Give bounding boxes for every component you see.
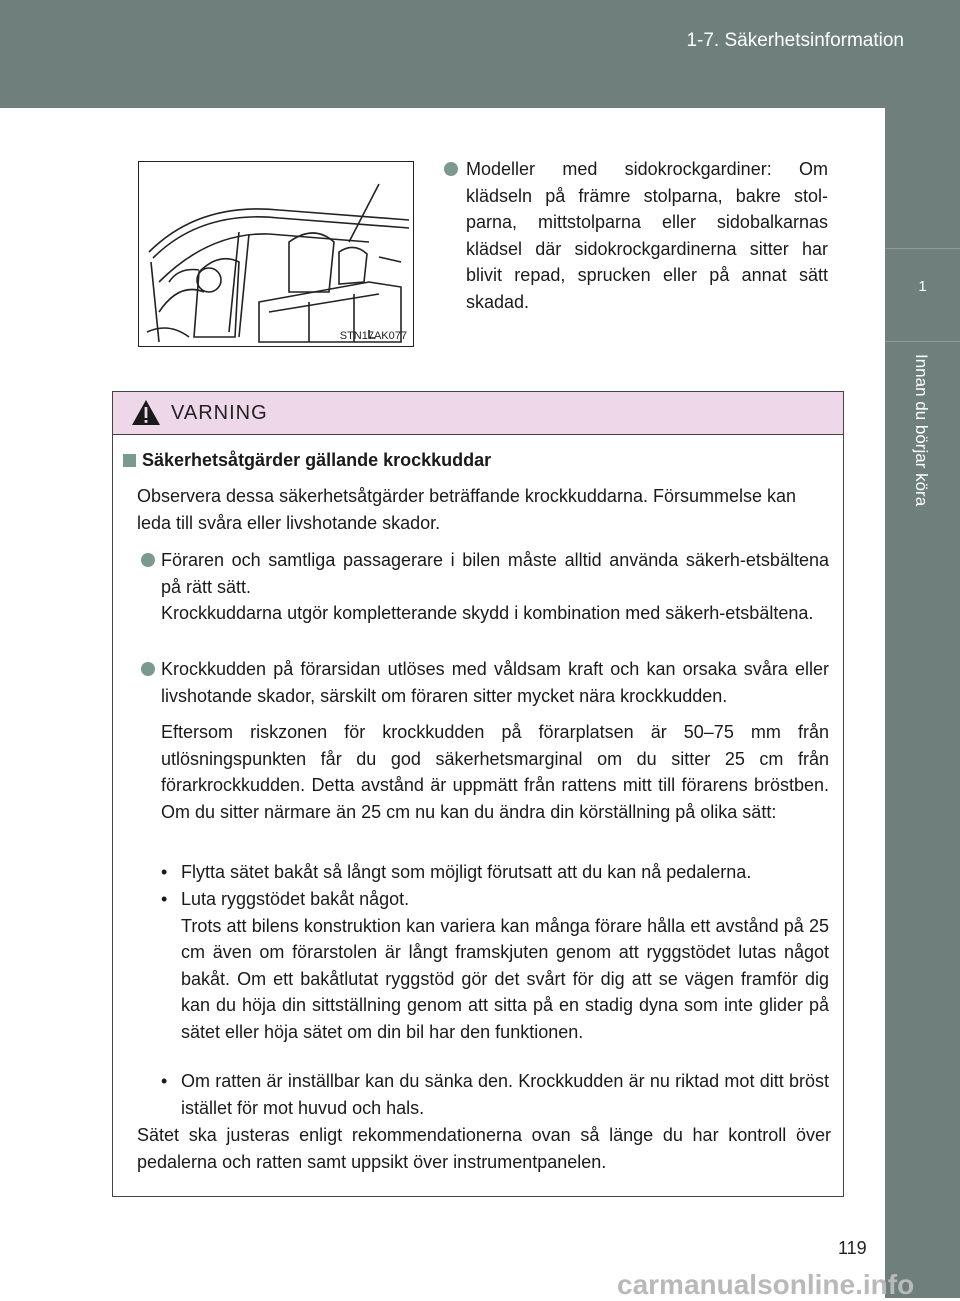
dash-bullet-icon: • <box>161 889 168 909</box>
page-number: 119 <box>838 1238 867 1258</box>
curtain-airbag-drawing <box>139 162 412 345</box>
warning-bullet-2 <box>141 656 829 709</box>
dash-item-2 <box>161 886 829 1045</box>
chapter-side-tab <box>885 108 960 1298</box>
chapter-label: Innan du börjar köra <box>912 354 931 507</box>
warning-bullet-1-continued: Krockkuddarna utgör kompletterande skydd i kombination med säkerh-etsbältena. <box>161 603 814 623</box>
warning-bullet-2-continued: Eftersom riskzonen för krockkudden på förarplatsen är 50–75 mm från utlösningspunkten får du god säkerhetsmarginal om du sitter 25 cm från förarkrockkudden. Detta avstånd är uppmätt från rattens mitt till förarens bröstben. Om du sitter närmare än 25 cm nu kan du ändra din körställning på olika sätt: <box>161 722 829 822</box>
dash-bullet-icon: • <box>161 1071 168 1091</box>
dash-item-1-text: Flytta sätet bakåt så långt som möjligt förutsatt att du kan nå pedalerna. <box>181 862 752 882</box>
warning-bullet-1 <box>141 547 829 627</box>
warning-triangle-icon <box>131 399 161 426</box>
dash-item-3-text: Om ratten är inställbar kan du sänka den. Krockkudden är nu riktad mot ditt bröst istället för mot huvud och hals. <box>181 1071 829 1118</box>
warning-bullet-2-text: Krockkudden på förarsidan utlöses med våldsam kraft och kan orsaka svåra eller livshotande skador, särskilt om föraren sitter mycket nära krockkudden. <box>161 659 829 706</box>
section-title: 1-7. Säkerhetsinformation <box>686 30 904 51</box>
bullet-dot-icon <box>141 553 155 567</box>
curtain-airbag-bullet <box>444 156 828 315</box>
warning-heading <box>123 450 491 471</box>
car-interior-illustration <box>138 161 414 347</box>
square-bullet-icon <box>123 454 136 467</box>
warning-box <box>112 391 844 1197</box>
warning-intro: Observera dessa säkerhetsåtgärder beträffande krockkuddarna. Försummelse kan leda till svåra eller livshotande skador. <box>137 486 797 533</box>
warning-bullet-1-text: Föraren och samtliga passagerare i bilen måste alltid använda säkerh-etsbältena på rätt sätt. <box>161 550 829 597</box>
chapter-number-block <box>885 248 960 342</box>
dash-item-3 <box>161 1068 829 1121</box>
dash-bullet-icon: • <box>161 862 168 882</box>
chapter-number: 1 <box>918 278 927 295</box>
dash-item-2-continued: Trots att bilens konstruktion kan variera kan många förare hålla ett avstånd på 25 cm även om förarstolen är långt framskjuten genom att ryggstödet lutas något bakåt. Om ett bakåtlutat ryggstöd gör det svårt för dig att se vägen framför dig kan du höja din sittställning genom att sitta på en stadig dyna som inte glider på sätet eller höja sätet om din bil har den funktionen. <box>181 915 829 1042</box>
page-header <box>0 0 960 108</box>
bullet-dot-icon <box>141 662 155 676</box>
dash-item-1 <box>161 859 829 886</box>
warning-heading-text: Säkerhetsåtgärder gällande krockkuddar <box>142 450 492 470</box>
warning-label: VARNING <box>171 402 268 424</box>
watermark: carmanualsonline.info <box>617 1269 915 1300</box>
dash-item-2-text: Luta ryggstödet bakåt något. <box>181 889 410 909</box>
illustration-code: STN17AK077 <box>339 330 407 342</box>
bullet-text: Modeller med sidokrockgardiner: Om klädseln på främre stolparna, bakre stol-parna, mittstolparna eller sidobalkarnas klädsel där sidokrockgardinerna sitter har blivit repad, sprucken eller på annat sätt skadad. <box>466 159 828 312</box>
warning-header <box>113 392 843 435</box>
warning-closing: Sätet ska justeras enligt rekommendationerna ovan så länge du har kontroll över pedalerna och ratten samt uppsikt över instrumentpanelen. <box>137 1125 831 1172</box>
bullet-dot-icon <box>444 162 458 176</box>
